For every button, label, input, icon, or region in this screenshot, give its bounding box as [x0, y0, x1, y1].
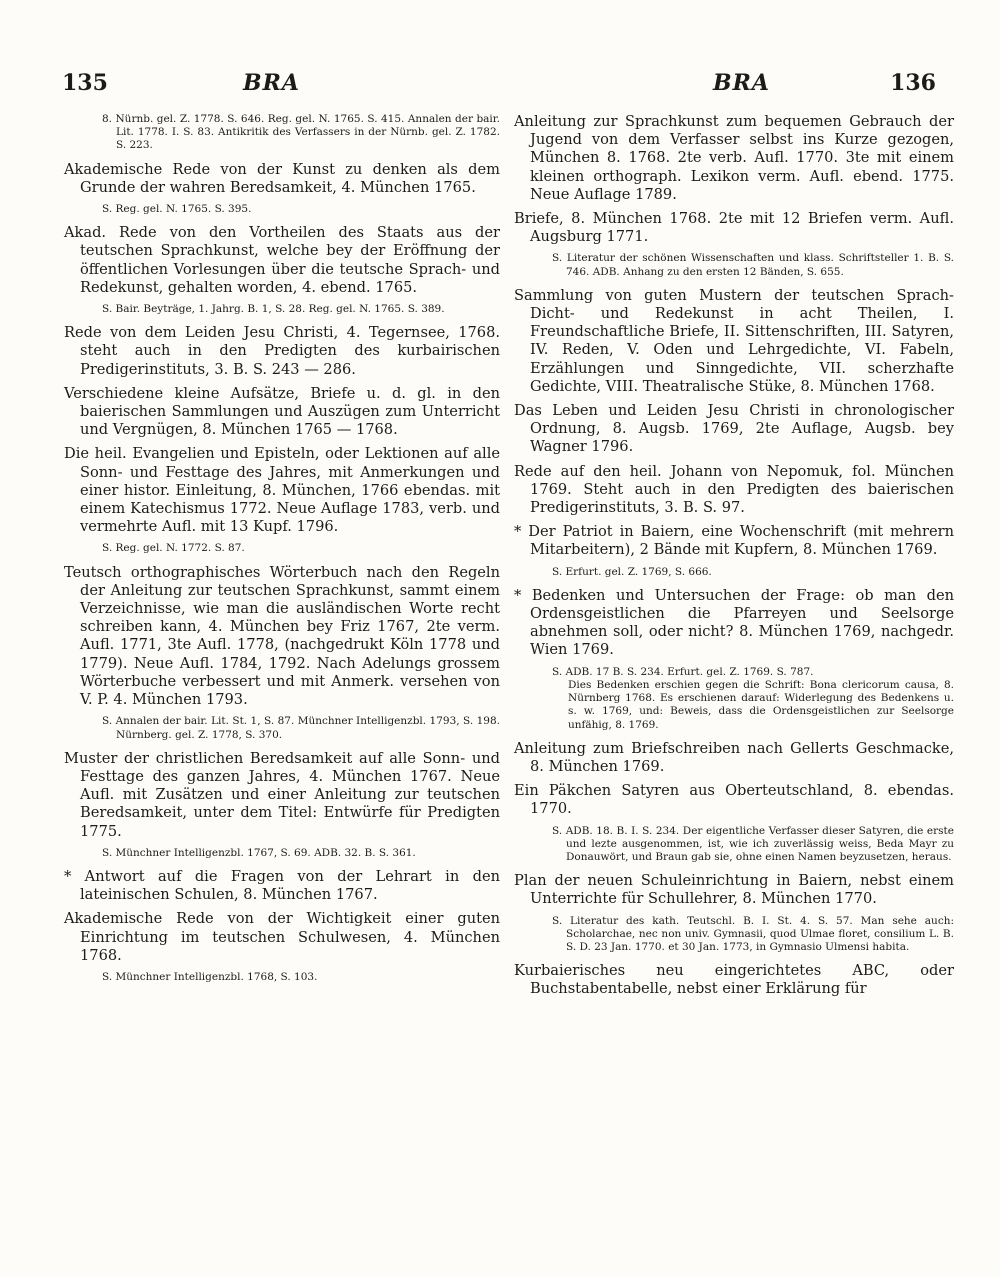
list-item: Rede von dem Leiden Jesu Christi, 4. Tegernsee, 1768. steht auch in den Predigten des kurbairischen Predigerinstituts, 3. B. S. 243 — 286.	[64, 324, 500, 378]
top-note: 8. Nürnb. gel. Z. 1778. S. 646. Reg. gel. N. 1765. S. 415. Annalen der bair. Lit. 1778. I. S. 83. Antikritik des Verfassers in der Nürnb. gel. Z. 1782. S. 223.	[102, 113, 500, 152]
entry-note-continuation: Dies Bedenken erschien gegen die Schrift: Bona clericorum causa, 8. Nürnberg 1768. Es erschienen darauf: Widerlegung des Bedenkens u. s. w. 1769, und: Beweis, dass die Ordensgeistlichen zur Seelsorge unfähig, 8. 1769.	[568, 678, 954, 731]
entry-note: S. ADB. 17 B. S. 234. Erfurt. gel. Z. 1769. S. 787.	[552, 665, 814, 678]
list-item: Das Leben und Leiden Jesu Christi in chronologischer Ordnung, 8. Augsb. 1769, 2te Auflage, Augsb. bey Wagner 1796.	[514, 402, 954, 456]
left-column	[64, 113, 500, 992]
list-item: Anleitung zur Sprachkunst zum bequemen Gebrauch der Jugend von dem Verfasser selbst ins Kurze gezogen, München 8. 1768. 2te verb. Aufl. 1770. 3te mit einem kleinen orthograph. Lexikon verm. Aufl. ebend. 1775. Neue Auflage 1789.	[514, 113, 954, 203]
list-item: Briefe, 8. München 1768. 2te mit 12 Briefen verm. Aufl. Augsburg 1771.	[514, 210, 954, 246]
entry-note: S. Literatur des kath. Teutschl. B. I. St. 4. S. 57. Man sehe auch: Scholarchae, nec non univ. Gymnasii, quod Ulmae floret, consilium L. B. S. D. 23 Jan. 1770. et 30 Jan. 1773, in Gymnasio Ulmensi habita.	[552, 914, 954, 953]
entry-note: S. Erfurt. gel. Z. 1769, S. 666.	[552, 565, 712, 578]
entry-note: S. Annalen der bair. Lit. St. 1, S. 87. Münchner Intelligenzbl. 1793, S. 198. Nürnberg. gel. Z. 1778, S. 370.	[102, 715, 500, 741]
list-item: * Bedenken und Untersuchen der Frage: ob man den Ordensgeistlichen die Pfarreyen und Seelsorge abnehmen soll, oder nicht? 8. München 1769, nachgedr. Wien 1769.	[514, 586, 954, 659]
list-item: Ein Päkchen Satyren aus Oberteutschland, 8. ebendas. 1770.	[514, 782, 954, 818]
list-item: Plan der neuen Schuleinrichtung in Baiern, nebst einem Unterrichte für Schullehrer, 8. München 1770.	[514, 872, 954, 908]
entry-note: S. Reg. gel. N. 1765. S. 395.	[102, 203, 252, 216]
entry-note: S. Bair. Beyträge, 1. Jahrg. B. 1, S. 28. Reg. gel. N. 1765. S. 389.	[102, 303, 445, 316]
list-item: Rede auf den heil. Johann von Nepomuk, fol. München 1769. Steht auch in den Predigten des baierischen Predigerinstituts, 3. B. S. 97.	[514, 462, 954, 517]
list-item: Verschiedene kleine Aufsätze, Briefe u. d. gl. in den baierischen Sammlungen und Auszügen zum Unterricht und Vergnügen, 8. München 1765 — 1768.	[64, 384, 500, 439]
entry-note: S. Münchner Intelligenzbl. 1767, S. 69. ADB. 32. B. S. 361.	[102, 846, 416, 859]
list-item: Die heil. Evangelien und Episteln, oder Lektionen auf alle Sonn- und Festtage des Jahres, mit Anmerkungen und einer histor. Einleitung, 8. München, 1766 ebendas. mit einem Katechismus 1772. Neue Auflage 1783, verb. und vermehrte Aufl. mit 13 Kupf. 1796.	[64, 445, 500, 536]
list-item: Muster der christlichen Beredsamkeit auf alle Sonn- und Festtage des ganzen Jahres, 4. München 1767. Neue Aufl. mit Zusätzen und einer Anleitung zur teutschen Beredsamkeit, unter dem Titel: Entwürfe für Predigten 1775.	[64, 749, 500, 840]
entry-note: S. Münchner Intelligenzbl. 1768, S. 103.	[102, 970, 318, 983]
list-item: Akad. Rede von den Vortheilen des Staats aus der teutschen Sprachkunst, welche bey der Eröffnung der öffentlichen Vorlesungen über die teutsche Sprach- und Redekunst, gehalten worden, 4. ebend. 1765.	[64, 224, 500, 296]
list-item: Kurbaierisches neu eingerichtetes ABC, oder Buchstabentabelle, nebst einer Erklärung für	[514, 962, 954, 998]
entry-note: S. Reg. gel. N. 1772. S. 87.	[102, 542, 245, 555]
list-item: Teutsch orthographisches Wörterbuch nach den Regeln der Anleitung zur teutschen Sprachkunst, sammt einem Verzeichnisse, wie man die ausländischen Worte recht schreiben kann, 4. München bey Friz 1767, 2te verm. Aufl. 1771, 3te Aufl. 1778, (nachgedrukt Köln 1778 und 1779). Neue Aufl. 1784, 1792. Nach Adelungs grossem Wörterbuche verbessert und mit Anmerk. versehen von V. P. 4. München 1793.	[64, 563, 500, 709]
list-item: Akademische Rede von der Wichtigkeit einer guten Einrichtung im teutschen Schulwesen, 4. München 1768.	[64, 910, 500, 964]
entry-note: S. Literatur der schönen Wissenschaften und klass. Schriftsteller 1. B. S. 746. ADB. Anhang zu den ersten 12 Bänden, S. 655.	[552, 252, 954, 278]
entry-note: S. ADB. 18. B. I. S. 234. Der eigentliche Verfasser dieser Satyren, die erste und lezte ausgenommen, ist, wie ich zuverlässig weiss, Beda Mayr zu Donauwört, und Braun gab sie, ohne einen Namen beyzusetzen, heraus.	[552, 824, 954, 863]
list-item: Akademische Rede von der Kunst zu denken als dem Grunde der wahren Beredsamkeit, 4. München 1765.	[64, 160, 500, 196]
right-column	[514, 113, 954, 1005]
left-page-number: 135	[62, 70, 108, 96]
list-item: Anleitung zum Briefschreiben nach Gellerts Geschmacke, 8. München 1769.	[514, 739, 954, 775]
list-item: * Der Patriot in Baiern, eine Wochenschrift (mit mehrern Mitarbeitern), 2 Bände mit Kupfern, 8. München 1769.	[514, 523, 954, 559]
list-item: Sammlung von guten Mustern der teutschen Sprach- Dicht- und Redekunst in acht Theilen, I. Freundschaftliche Briefe, II. Sittenschriften, III. Satyren, IV. Reden, V. Oden und Lehrgedichte, VI. Fabeln, Erzählungen und Sinngedichte, VII. scherzhafte Gedichte, VIII. Theatralische Stüke, 8. München 1768.	[514, 286, 954, 395]
right-running-title: BRA	[713, 70, 770, 96]
right-page-number: 136	[890, 70, 936, 96]
list-item: * Antwort auf die Fragen von der Lehrart in den lateinischen Schulen, 8. München 1767.	[64, 867, 500, 904]
left-running-title: BRA	[243, 70, 300, 96]
